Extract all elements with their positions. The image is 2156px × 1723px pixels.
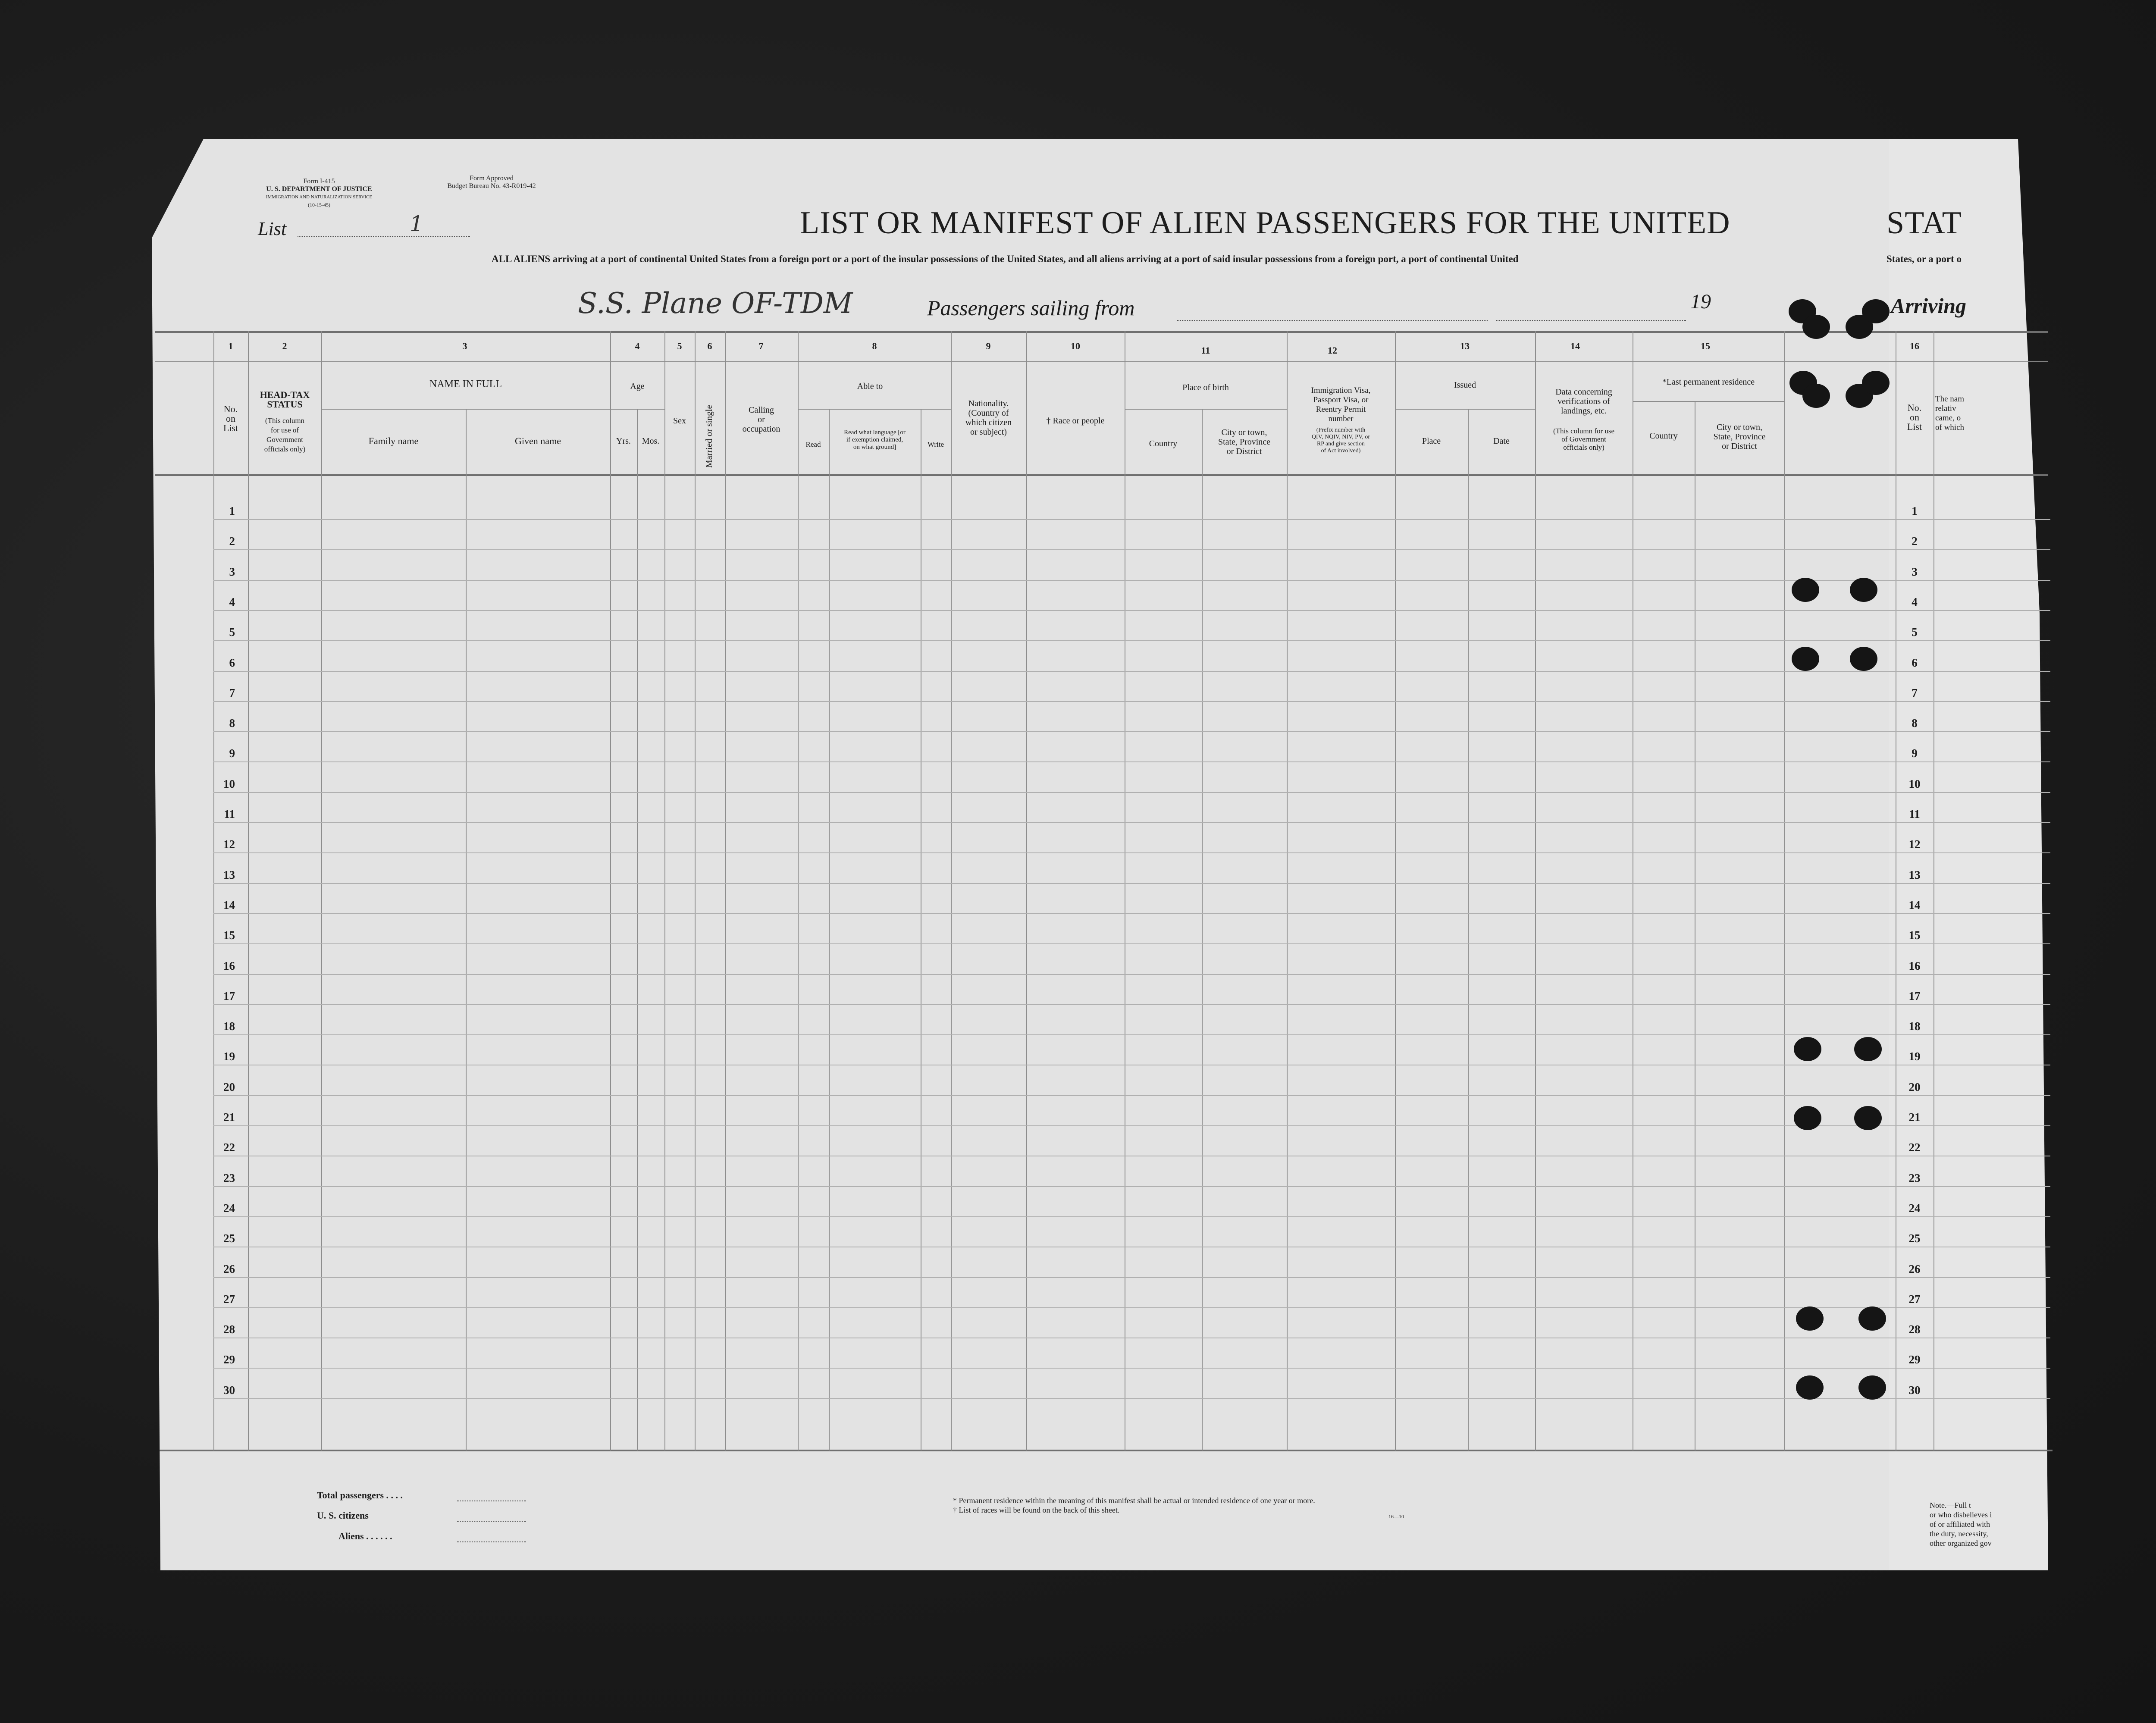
list-number: 1 <box>410 211 423 236</box>
col-number: 6 <box>707 341 712 351</box>
col-number: 15 <box>1701 341 1710 351</box>
table-row <box>213 943 2050 944</box>
aliens-line <box>457 1541 526 1542</box>
row-number-right: 7 <box>1912 686 1918 699</box>
table-row <box>213 1004 2050 1005</box>
approval-block <box>427 175 556 190</box>
header-issued-date: Date <box>1493 436 1510 446</box>
col-number: 8 <box>872 341 877 351</box>
row-number-right: 14 <box>1908 899 1921 912</box>
col-number: 7 <box>758 341 764 351</box>
header-mos: Mos. <box>642 436 660 446</box>
residence-subheader-line <box>1633 401 1784 402</box>
header-birth-country: Country <box>1149 439 1178 448</box>
col-line <box>1535 331 1536 1450</box>
header-residence-country: Country <box>1649 431 1678 441</box>
table-row <box>213 1186 2050 1187</box>
row-number: 15 <box>223 929 235 942</box>
header-head-tax: HEAD-TAX STATUS <box>260 389 310 410</box>
row-number: 24 <box>223 1202 235 1215</box>
col-line <box>725 331 726 1450</box>
header-calling: Calling or occupation <box>742 405 780 434</box>
row-number: 12 <box>223 838 235 851</box>
col-line <box>1202 409 1203 1450</box>
punch-hole <box>1802 384 1830 408</box>
header-last-residence: *Last permanent residence <box>1662 377 1755 387</box>
row-number-right: 5 <box>1912 626 1918 639</box>
row-number-right: 21 <box>1908 1111 1921 1124</box>
col-number: 11 <box>1201 345 1210 356</box>
header-bottom-border <box>155 474 2048 476</box>
department: U. S. DEPARTMENT OF JUSTICE <box>266 185 372 193</box>
punch-hole <box>1854 1037 1882 1061</box>
right-note: Note.—Full t or who disbelieves i of or affiliated with the duty, necessity, other organized gov <box>1930 1501 1992 1548</box>
col-number: 4 <box>635 341 640 351</box>
table-row <box>213 1368 2050 1369</box>
us-citizens-label: U. S. citizens <box>317 1510 369 1521</box>
table-row <box>213 761 2050 762</box>
header-nationality: Nationality. (Country of which citizen or subject) <box>965 399 1012 437</box>
punch-hole <box>1858 1375 1886 1400</box>
sailing-from-line <box>1177 320 1488 321</box>
row-number: 6 <box>229 656 235 669</box>
row-number: 17 <box>223 990 235 1002</box>
page-subtitle-continued: States, or a port o <box>1887 254 1962 264</box>
row-number: 27 <box>223 1293 235 1306</box>
header-read-language: Read what language [or if exemption claimed, on what ground] <box>844 429 906 451</box>
row-number: 29 <box>223 1353 235 1366</box>
row-number-right: 11 <box>1909 808 1920 821</box>
manifest-sheet <box>152 139 2040 1570</box>
row-number-right: 15 <box>1908 929 1921 942</box>
punch-hole <box>1796 1375 1824 1400</box>
footnote-residence: * Permanent residence within the meaning of this manifest shall be actual or intended residence of one year or more. <box>953 1496 1315 1505</box>
header-issued: Issued <box>1454 380 1476 390</box>
table-row <box>213 640 2050 641</box>
total-passengers-label: Total passengers . . . . <box>317 1490 403 1501</box>
row-number: 2 <box>229 535 235 548</box>
header-right-partial: The nam relativ came, o of which <box>1935 395 1965 432</box>
row-number: 5 <box>229 626 235 639</box>
header-yrs: Yrs. <box>616 436 631 446</box>
col-line <box>213 331 214 1450</box>
table-row <box>213 822 2050 823</box>
header-data-note: (This column for use of Government officials only) <box>1553 427 1615 451</box>
col-line <box>637 409 638 1450</box>
row-number: 10 <box>223 777 235 790</box>
col-line <box>1026 331 1027 1450</box>
table-row <box>213 671 2050 672</box>
row-number: 23 <box>223 1172 235 1184</box>
col-number: 5 <box>677 341 682 351</box>
col-number: 1 <box>228 341 233 351</box>
col-number: 12 <box>1328 345 1337 356</box>
sailing-label: Passengers sailing from <box>927 296 1135 320</box>
header-sex: Sex <box>673 416 686 426</box>
col-line <box>466 409 467 1450</box>
row-number: 8 <box>229 717 235 730</box>
row-number-right: 16 <box>1908 959 1921 972</box>
header-write: Write <box>927 440 944 448</box>
header-residence-city: City or town, State, Province or District <box>1713 423 1766 451</box>
row-number-right: 29 <box>1908 1353 1921 1366</box>
punch-hole <box>1792 647 1819 671</box>
row-number: 9 <box>229 747 235 760</box>
col-number: 3 <box>462 341 467 351</box>
header-able-to: Able to— <box>857 382 892 391</box>
able-subheader-line <box>798 409 951 410</box>
print-code: 16—10 <box>1388 1513 1404 1519</box>
row-number: 16 <box>223 959 235 972</box>
row-number-right: 28 <box>1908 1323 1921 1336</box>
row-number: 18 <box>223 1020 235 1033</box>
row-number: 22 <box>223 1141 235 1154</box>
col-line <box>248 331 249 1450</box>
row-number: 26 <box>223 1262 235 1275</box>
row-number: 30 <box>223 1384 235 1397</box>
page-subtitle: ALL ALIENS arriving at a port of continental United States from a foreign port or a port of the insular possessions of the United States, and all aliens arriving at a port of said insular possessions from a foreign port, a port of continental United <box>492 254 1519 264</box>
col-line <box>1395 331 1396 1450</box>
table-row <box>213 701 2050 702</box>
header-place-of-birth: Place of birth <box>1182 383 1229 392</box>
column-number-border <box>155 361 2048 362</box>
col-line <box>829 409 830 1450</box>
col-number: 10 <box>1071 341 1080 351</box>
row-number-right: 2 <box>1912 535 1918 548</box>
col-number: 14 <box>1570 341 1580 351</box>
table-row <box>213 1398 2050 1399</box>
table-row <box>213 913 2050 914</box>
col-number: 9 <box>986 341 991 351</box>
header-right-no-on-list: No. on List <box>1907 402 1922 432</box>
header-name-in-full: NAME IN FULL <box>429 379 502 390</box>
col-line <box>610 331 611 1450</box>
row-number-right: 24 <box>1908 1202 1921 1215</box>
row-number: 3 <box>229 565 235 578</box>
table-row <box>213 1034 2050 1035</box>
header-visa-note: (Prefix number with QIV, NQIV, NIV, PV, or RP and give section of Act involved) <box>1311 427 1370 454</box>
row-number-right: 30 <box>1908 1384 1921 1397</box>
table-row <box>213 1277 2050 1278</box>
aliens-label: Aliens . . . . . . <box>338 1531 392 1541</box>
row-number-right: 20 <box>1908 1081 1921 1093</box>
approval-text: Form Approved <box>470 175 514 182</box>
table-row <box>213 1125 2050 1126</box>
row-number-right: 3 <box>1912 565 1918 578</box>
list-line <box>298 236 470 237</box>
row-number: 28 <box>223 1323 235 1336</box>
date-line <box>1496 320 1686 321</box>
table-row <box>213 852 2050 853</box>
header-race: † Race or people <box>1046 416 1105 426</box>
row-number: 14 <box>223 899 235 912</box>
punch-hole <box>1794 1106 1821 1130</box>
row-number-right: 4 <box>1912 595 1918 608</box>
row-number: 4 <box>229 595 235 608</box>
row-number: 13 <box>223 868 235 881</box>
col-number: 13 <box>1460 341 1470 351</box>
col-line <box>951 331 952 1450</box>
col-line <box>1784 331 1785 1450</box>
header-data-landings: Data concerning verifications of landings, etc. <box>1555 387 1612 416</box>
page-title: LIST OR MANIFEST OF ALIEN PASSENGERS FOR THE UNITED <box>800 205 1730 241</box>
row-number-right: 10 <box>1908 777 1921 790</box>
punch-hole <box>1858 1306 1886 1331</box>
header-age: Age <box>630 382 645 391</box>
col-line <box>798 331 799 1450</box>
row-number-right: 8 <box>1912 717 1918 730</box>
row-number-right: 17 <box>1908 990 1921 1002</box>
table-row <box>213 1216 2050 1217</box>
header-head-tax-note: (This column for use of Government officials only) <box>264 417 306 453</box>
form-block <box>254 178 384 209</box>
col-line <box>1468 409 1469 1450</box>
footnote-races: † List of races will be found on the back of this sheet. <box>953 1506 1120 1514</box>
list-label: List <box>258 218 287 239</box>
row-number-right: 26 <box>1908 1262 1921 1275</box>
table-row <box>213 792 2050 793</box>
table-row <box>213 580 2050 581</box>
punch-hole <box>1862 371 1890 395</box>
col-line <box>321 331 322 1450</box>
table-row <box>213 1307 2050 1308</box>
row-number-right: 13 <box>1908 868 1921 881</box>
row-number-right: 27 <box>1908 1293 1921 1306</box>
row-number-right: 12 <box>1908 838 1921 851</box>
header-issued-place: Place <box>1422 436 1441 446</box>
year-prefix: 19 <box>1690 290 1711 313</box>
row-number: 21 <box>223 1111 235 1124</box>
form-number: Form I-415 <box>303 178 335 185</box>
col-number: 2 <box>282 341 287 351</box>
table-row <box>213 731 2050 732</box>
header-family-name: Family name <box>368 435 419 446</box>
row-number-right: 22 <box>1908 1141 1921 1154</box>
row-number: 1 <box>229 504 235 517</box>
page-title-continued: STAT <box>1887 205 1962 241</box>
punch-hole <box>1802 315 1830 339</box>
row-number: 7 <box>229 686 235 699</box>
service: IMMIGRATION AND NATURALIZATION SERVICE <box>266 194 373 200</box>
col-line <box>664 331 665 1450</box>
arriving-label: Arriving <box>1891 294 1967 318</box>
table-top-border <box>155 331 2048 333</box>
table-bottom-border <box>160 1450 2053 1451</box>
row-number: 20 <box>223 1081 235 1093</box>
punch-hole <box>1794 1037 1821 1061</box>
issued-subheader-line <box>1395 409 1535 410</box>
form-date: (10-15-45) <box>308 202 330 208</box>
row-number-right: 25 <box>1908 1232 1921 1245</box>
row-number: 19 <box>223 1050 235 1063</box>
header-no-on-list: No. on List <box>223 404 238 433</box>
col-line <box>1287 331 1288 1450</box>
punch-hole <box>1796 1306 1824 1331</box>
header-married: Married or single <box>704 405 714 468</box>
row-number-right: 18 <box>1908 1020 1921 1033</box>
budget-number: Budget Bureau No. 43-R019-42 <box>447 182 536 190</box>
table-row <box>213 883 2050 884</box>
table-row <box>213 610 2050 611</box>
row-number-right: 6 <box>1912 656 1918 669</box>
punch-hole <box>1854 1106 1882 1130</box>
vessel-name: S.S. Plane OF-TDM <box>578 287 853 320</box>
col-line <box>695 331 696 1450</box>
col-number: 16 <box>1910 341 1919 351</box>
punch-hole <box>1792 578 1819 602</box>
table-row <box>213 974 2050 975</box>
header-visa: Immigration Visa, Passport Visa, or Reentry Permit number <box>1311 386 1371 423</box>
table-row <box>213 549 2050 550</box>
row-number-right: 1 <box>1912 504 1918 517</box>
header-birth-city: City or town, State, Province or District <box>1218 428 1271 456</box>
row-number-right: 23 <box>1908 1172 1921 1184</box>
punch-hole <box>1850 578 1877 602</box>
us-citizens-line <box>457 1521 526 1522</box>
punch-hole <box>1850 647 1877 671</box>
table-row <box>213 519 2050 520</box>
birth-subheader-line <box>1125 409 1287 410</box>
row-number: 25 <box>223 1232 235 1245</box>
row-number-right: 9 <box>1912 747 1918 760</box>
row-number: 11 <box>224 808 235 821</box>
punch-hole <box>1862 299 1890 323</box>
row-number-right: 19 <box>1908 1050 1921 1063</box>
table-row <box>213 1095 2050 1096</box>
header-given-name: Given name <box>515 435 561 446</box>
header-read: Read <box>805 440 821 448</box>
